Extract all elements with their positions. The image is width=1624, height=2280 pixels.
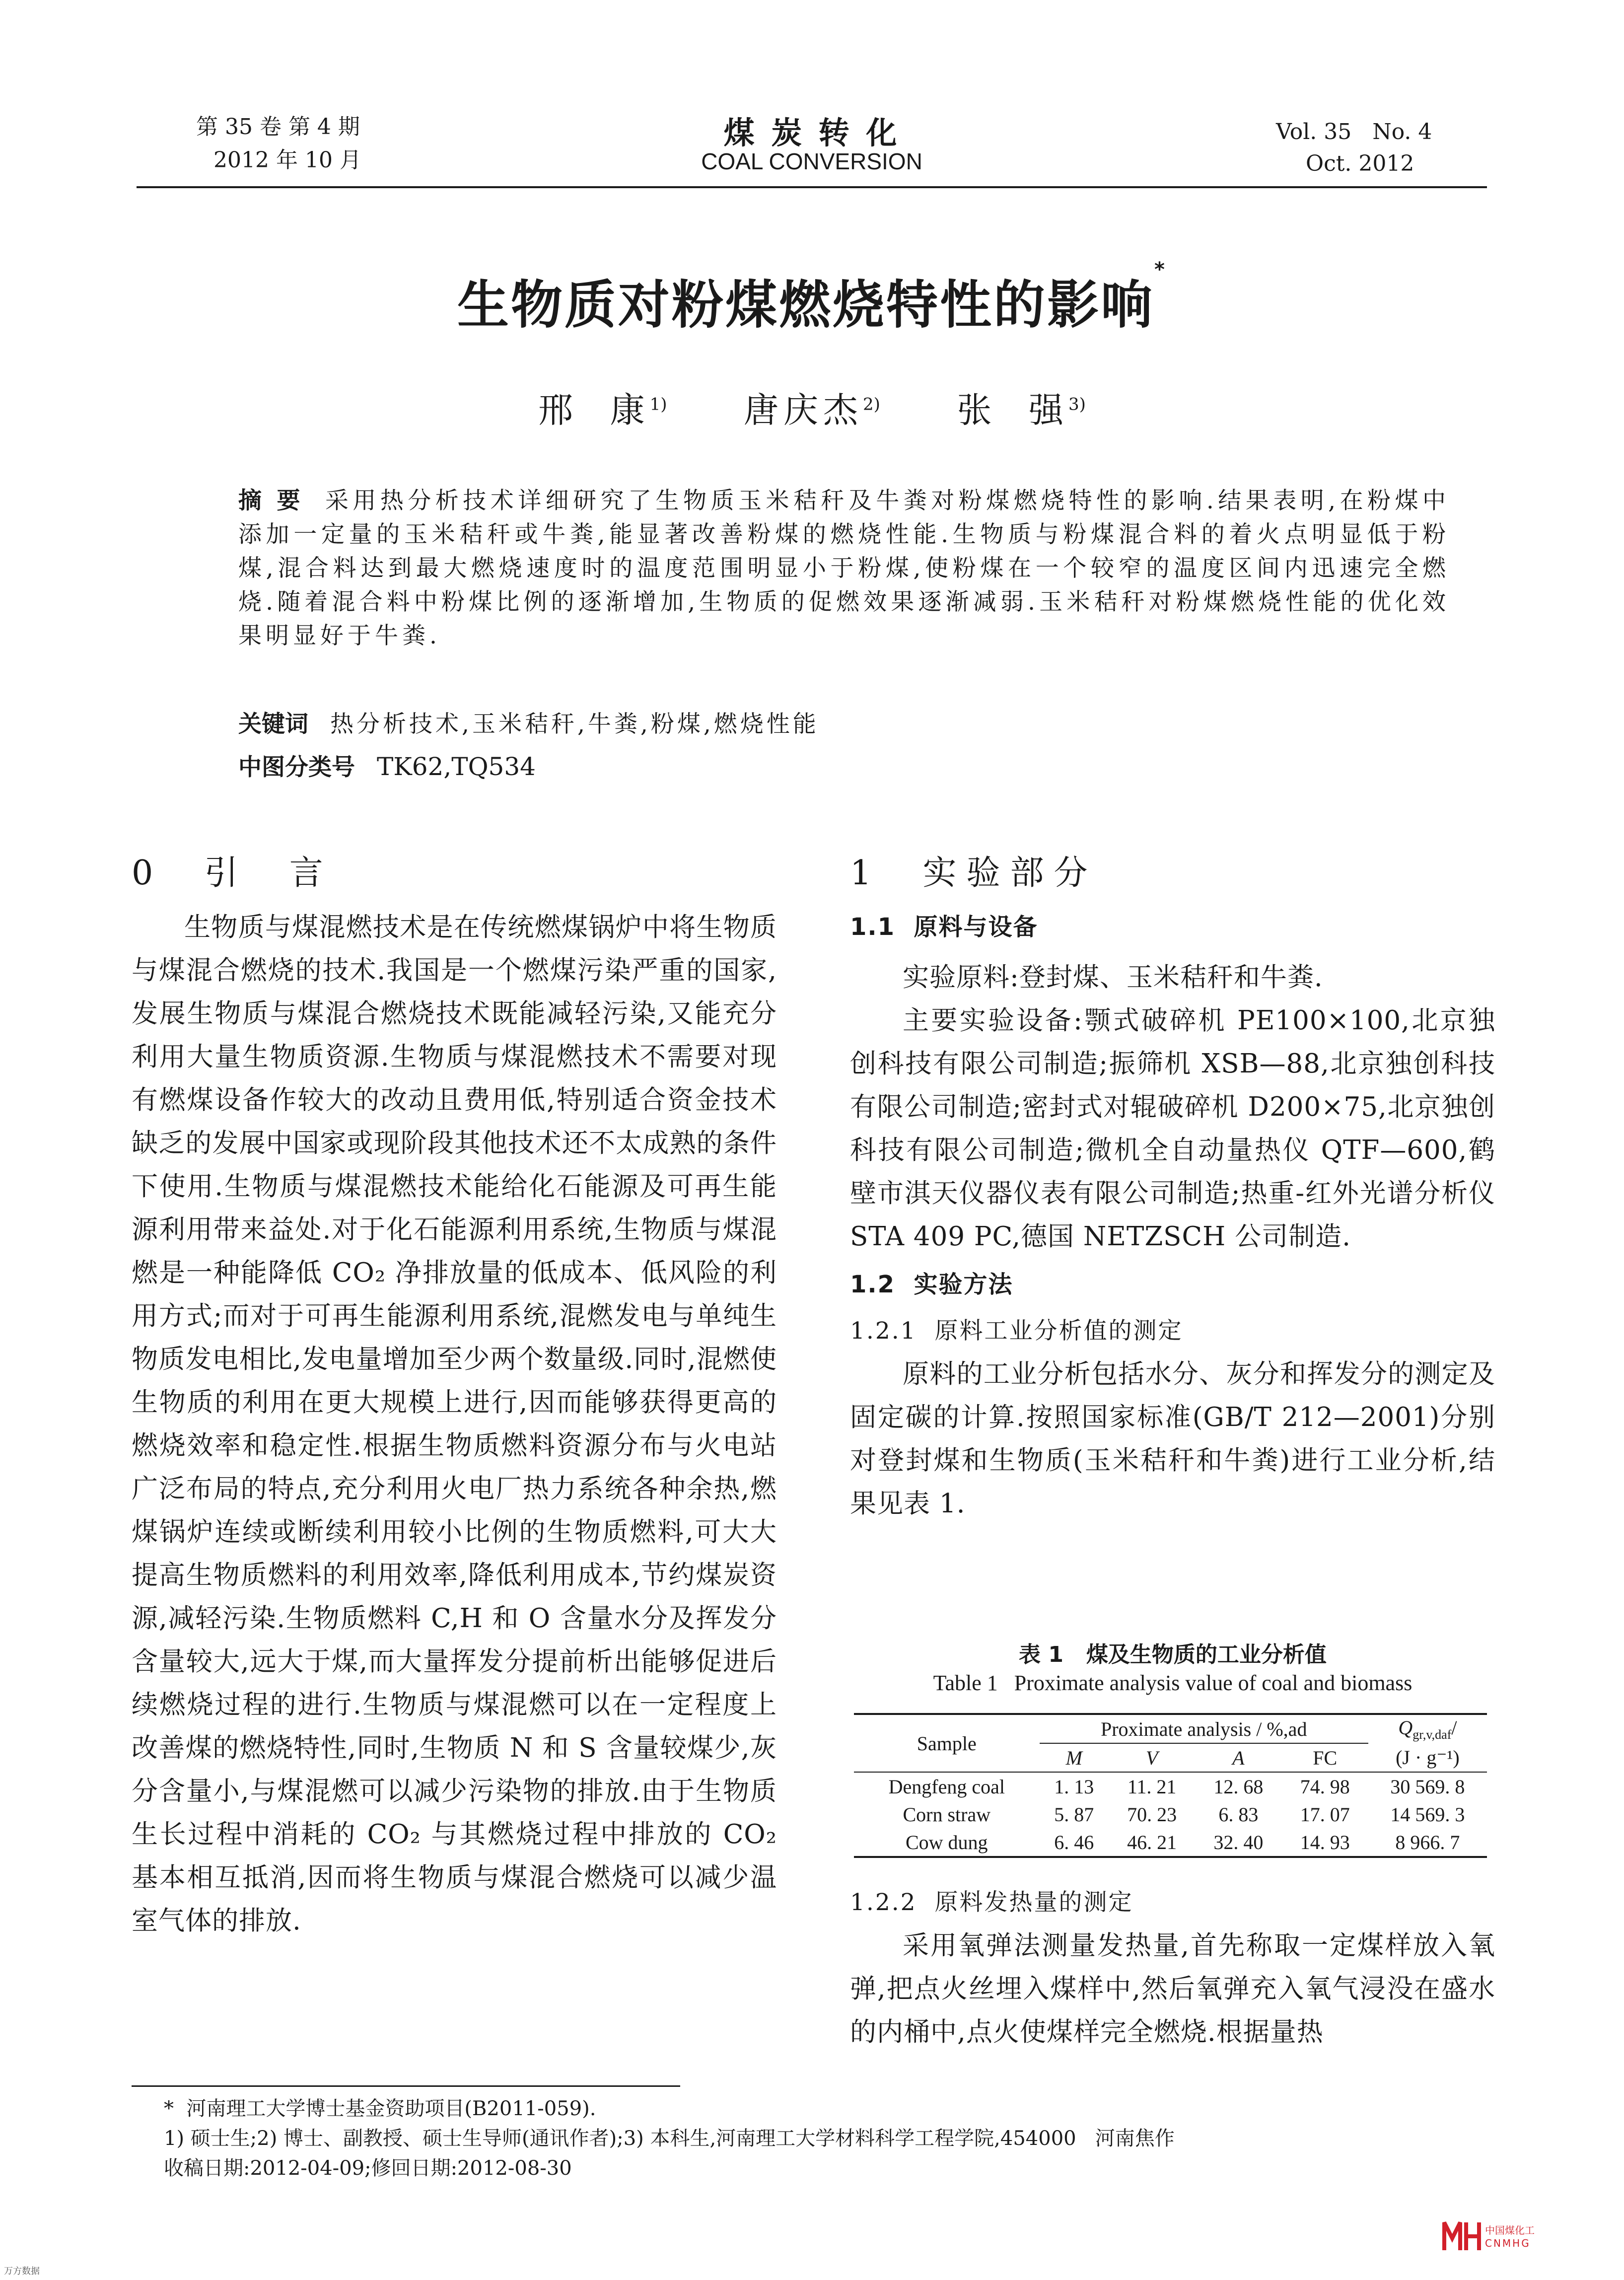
cnmhg-logo-icon xyxy=(1442,2218,1482,2253)
table-cell: 14 569. 3 xyxy=(1390,1803,1465,1826)
table-cell: 11. 21 xyxy=(1127,1775,1177,1798)
abstract-text: 采用热分析技术详细研究了生物质玉米秸秆及牛粪对粉煤燃烧特性的影响.结果表明,在粉煤中添加一定量的玉米秸秆或牛粪,能显著改善粉煤的燃烧性能.生物质与粉煤混合料的着火点明显低于粉煤,混合料达到最大燃烧速度时的温度范围明显小于粉煤,使粉煤在一个较窄的温度区间内迅速完全燃烧.随着混合料中粉煤比例的逐渐增加,生物质的促燃效果逐渐减弱.玉米秸秆对粉煤燃烧性能的优化效果明显好于牛粪. xyxy=(238,487,1450,649)
keywords xyxy=(238,708,819,741)
table-1 xyxy=(854,1713,1487,1858)
journal-month-year: Oct. 2012 xyxy=(1306,151,1414,176)
author-name: 邢 康 xyxy=(538,390,650,430)
author-name: 唐庆杰 xyxy=(744,390,863,430)
journal-title-en: COAL CONVERSION xyxy=(701,148,922,174)
left-column xyxy=(132,852,777,1942)
table-1-caption-cn: 表 1 煤及生物质的工业分析值 xyxy=(1019,1642,1327,1667)
section-1-1-heading: 1.1 原料与设备 xyxy=(850,913,1038,941)
table-cell: 70. 23 xyxy=(1127,1803,1177,1826)
table-cell: 32. 40 xyxy=(1213,1831,1264,1853)
keywords-label: 关键词 xyxy=(238,711,308,738)
author-list xyxy=(0,382,1624,432)
right-column xyxy=(850,852,1495,1525)
footnote-dates: 收稿日期:2012-04-09;修回日期:2012-08-30 xyxy=(164,2157,572,2180)
footnote-fund: * 河南理工大学博士基金资助项目(B2011-059). xyxy=(164,2097,596,2120)
paper-title: 生物质对粉煤燃烧特性的影响* xyxy=(457,258,1167,335)
section-1-2-2-heading: 1.2.2 原料发热量的测定 xyxy=(850,1889,1133,1916)
table-cell: 30 569. 8 xyxy=(1390,1775,1465,1798)
author-affil: 3) xyxy=(1068,394,1086,415)
watermark-en: CNMHG xyxy=(1485,2237,1531,2249)
table-header-q: $Q_{gr,v,daf}/$ xyxy=(1398,1716,1457,1742)
equipment-paragraph: 主要实验设备:颚式破碎机 PE100×100,北京独创科技有限公司制造;振筛机 XSB—88,北京独创科技有限公司制造;密封式对辊破碎机 D200×75,北京独创科技有限公司制造;微机全自动量热仪 QTF—600,鹤壁市淇天仪器仪表有限公司制造;热重-红外光谱分析仪 STA 409 PC,德国 NETZSCH 公司制造. xyxy=(850,1005,1495,1252)
table-cell: 6. 83 xyxy=(1218,1803,1259,1826)
journal-vol-no: Vol. 35 No. 4 xyxy=(1276,119,1432,144)
abstract xyxy=(238,484,1450,653)
section-1-2-1-heading: 1.2.1 原料工业分析值的测定 xyxy=(850,1317,1183,1345)
table-cell-sample: Dengfeng coal xyxy=(888,1775,1005,1798)
table-cell: 8 966. 7 xyxy=(1395,1831,1460,1853)
table-cell-sample: Cow dung xyxy=(905,1831,988,1853)
watermark-cn: 中国煤化工 xyxy=(1485,2224,1535,2236)
cnmhg-watermark xyxy=(1442,2218,1542,2253)
table-header-sample: Sample xyxy=(917,1732,977,1755)
footnote-rule xyxy=(132,2085,680,2087)
right-column-continued xyxy=(850,1881,1495,2054)
table-header-unit: (J · g⁻¹) xyxy=(1396,1746,1460,1769)
table-cell: 6. 46 xyxy=(1054,1831,1094,1853)
table-cell-sample: Corn straw xyxy=(903,1803,991,1826)
table-cell: 74. 98 xyxy=(1300,1775,1350,1798)
abstract-label: 摘要 xyxy=(238,487,315,514)
classification-text: TK62,TQ534 xyxy=(377,752,536,781)
table-header-proximate: Proximate analysis / %,ad xyxy=(1040,1714,1368,1743)
table-header-m: M xyxy=(1065,1746,1082,1769)
table-1-caption-en: Table 1 Proximate analysis value of coal and biomass xyxy=(933,1671,1412,1695)
author-name: 张 强 xyxy=(957,390,1068,430)
table-row xyxy=(854,1828,1487,1857)
footnote-authors: 1) 硕士生;2) 博士、副教授、硕士生导师(通讯作者);3) 本科生,河南理工大学材料科学工程学院,454000 河南焦作 xyxy=(164,2127,1175,2150)
table-row xyxy=(854,1772,1487,1800)
calorific-paragraph: 采用氧弹法测量发热量,首先称取一定煤样放入氧弹,把点火丝埋入煤样中,然后氧弹充入氧气浸没在盛水的内桶中,点火使煤样完全燃烧.根据量热 xyxy=(850,1930,1495,2047)
classification xyxy=(238,750,536,784)
intro-paragraph: 生物质与煤混燃技术是在传统燃煤锅炉中将生物质与煤混合燃烧的技术.我国是一个燃煤污染严重的国家,发展生物质与煤混合燃烧技术既能减轻污染,又能充分利用大量生物质资源.生物质与煤混燃技术不需要对现有燃煤设备作较大的改动且费用低,特别适合资金技术缺乏的发展中国家或现阶段其他技术还不太成熟的条件下使用.生物质与煤混燃技术能给化石能源及可再生能源利用带来益处.对于化石能源利用系统,生物质与煤混燃是一种能降低 CO₂ 净排放量的低成本、低风险的利用方式;而对于可再生能源利用系统,混燃发电与单纯生物质发电相比,发电量增加至少两个数量级.同时,混燃使生物质的利用在更大规模上进行,因而能够获得更高的燃烧效率和稳定性.根据生物质燃料资源分布与火电站广泛布局的特点,充分利用火电厂热力系统各种余热,燃煤锅炉连续或断续利用较小比例的生物质燃料,可大大提高生物质燃料的利用效率,降低利用成本,节约煤炭资源,减轻污染.生物质燃料 C,H 和 O 含量水分及挥发分含量较大,远大于煤,而大量挥发分提前析出能够促进后续燃烧过程的进行.生物质与煤混燃可以在一定程度上改善煤的燃烧特性,同时,生物质 N 和 S 含量较煤少,灰分含量小,与煤混燃可以减少污染物的排放.由于生物质生长过程中消耗的 CO₂ 与其燃烧过程中排放的 CO₂ 基本相互抵消,因而将生物质与煤混合燃烧可以减少温室气体的排放. xyxy=(132,912,777,1936)
table-header-a: A xyxy=(1232,1746,1245,1769)
table-cell: 46. 21 xyxy=(1127,1831,1177,1853)
materials-paragraph: 实验原料:登封煤、玉米秸秆和牛粪. xyxy=(903,962,1323,993)
wanfang-mark: 万方数据 xyxy=(4,2266,40,2277)
journal-date: 2012 年 10 月 xyxy=(213,147,361,173)
table-header-fc: FC xyxy=(1313,1746,1338,1769)
journal-volume-issue: 第 35 卷 第 4 期 xyxy=(196,114,360,140)
table-cell: 1. 13 xyxy=(1054,1775,1094,1798)
classification-label: 中图分类号 xyxy=(238,754,355,781)
author-affil: 2) xyxy=(863,394,880,415)
table-row xyxy=(854,1800,1487,1828)
section-1-heading: 1 实验部分 xyxy=(850,854,1098,893)
table-cell: 5. 87 xyxy=(1054,1803,1094,1826)
journal-title-cn: 煤 炭 转 化 xyxy=(723,115,900,151)
table-cell: 14. 93 xyxy=(1300,1831,1350,1853)
table-header-v: V xyxy=(1145,1746,1158,1769)
keywords-text: 热分析技术,玉米秸秆,牛粪,粉煤,燃烧性能 xyxy=(330,711,819,738)
author-affil: 1) xyxy=(649,394,667,415)
header-rule xyxy=(137,186,1487,188)
table-cell: 12. 68 xyxy=(1213,1775,1264,1798)
table-cell: 17. 07 xyxy=(1300,1803,1350,1826)
proximate-paragraph: 原料的工业分析包括水分、灰分和挥发分的测定及固定碳的计算.按照国家标准(GB/T 212—2001)分别对登封煤和生物质(玉米秸秆和牛粪)进行工业分析,结果见表 1. xyxy=(850,1359,1495,1519)
section-0-heading: 0 引 言 xyxy=(132,854,333,893)
section-1-2-heading: 1.2 实验方法 xyxy=(850,1271,1013,1298)
